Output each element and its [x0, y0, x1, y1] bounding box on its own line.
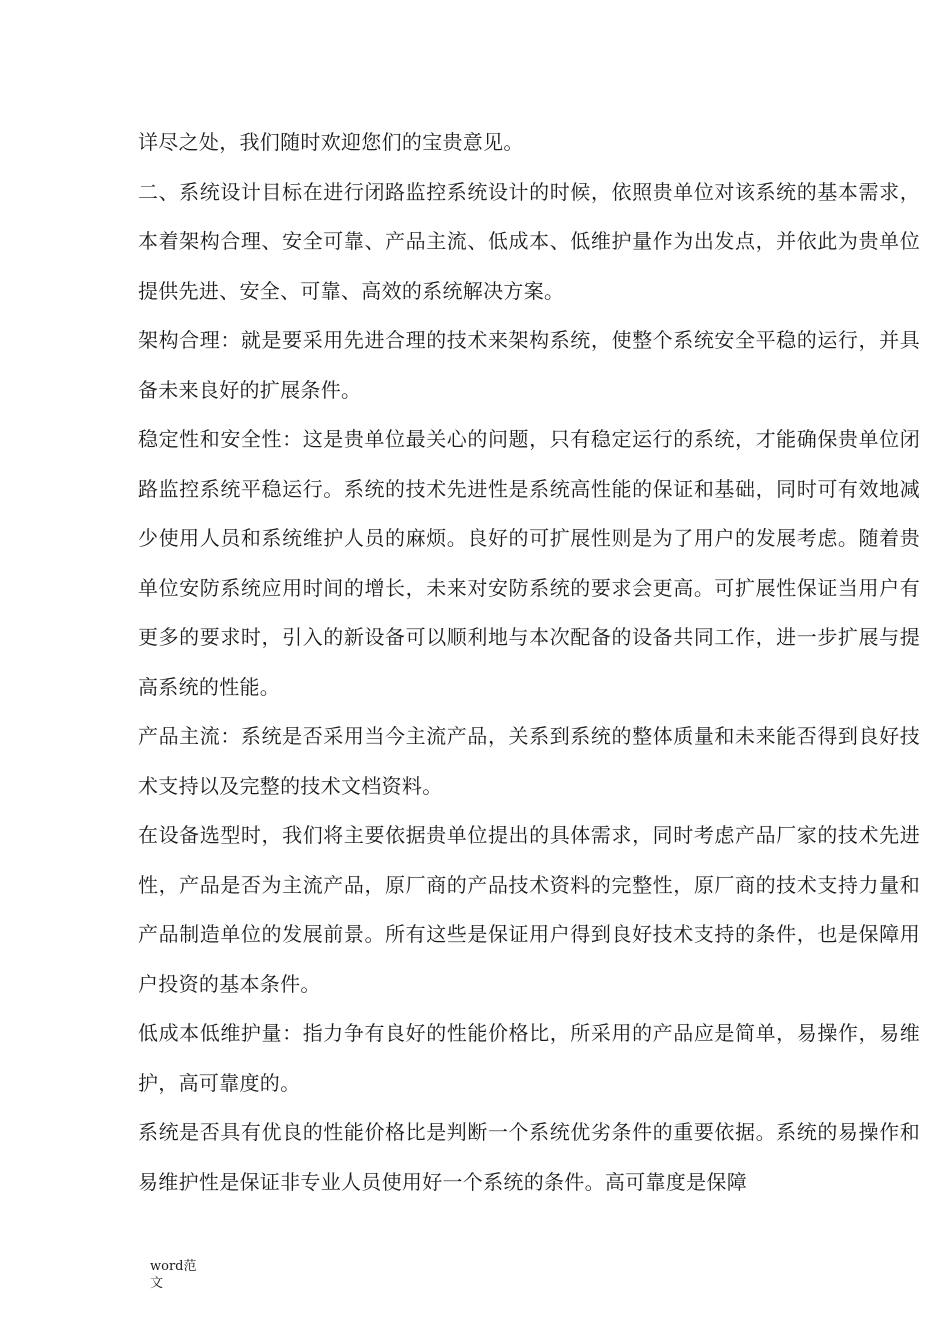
paragraph-design-goals: 二、系统设计目标在进行闭路监控系统设计的时候，依照贵单位对该系统的基本需求，本着架构合理、安全可靠、产品主流、低成本、低维护量作为出发点，并依此为贵单位提供先进、安全、可靠、高效的系统解决方案。	[138, 179, 920, 303]
document-body	[138, 118, 920, 1207]
paragraph-intro-closing: 详尽之处，我们随时欢迎您们的宝贵意见。	[138, 130, 524, 154]
paragraph-mainstream-products: 产品主流：系统是否采用当今主流产品，关系到系统的整体质量和未来能否得到良好技术支持以及完整的技术文档资料。	[138, 724, 920, 798]
paragraph-stability-security: 稳定性和安全性：这是贵单位最关心的问题，只有稳定运行的系统，才能确保贵单位闭路监控系统平稳运行。系统的技术先进性是系统高性能的保证和基础，同时可有效地减少使用人员和系统维护人员的麻烦。良好的可扩展性则是为了用户的发展考虑。随着贵单位安防系统应用时间的增长，未来对安防系统的要求会更高。可扩展性保证当用户有更多的要求时，引入的新设备可以顺利地与本次配备的设备共同工作，进一步扩展与提高系统的性能。	[138, 427, 920, 699]
paragraph-equipment-selection: 在设备选型时，我们将主要依据贵单位提出的具体需求，同时考虑产品厂家的技术先进性，产品是否为主流产品，原厂商的产品技术资料的完整性，原厂商的技术支持力量和产品制造单位的发展前景。所有这些是保证用户得到良好技术支持的条件，也是保障用户投资的基本条件。	[138, 823, 920, 996]
paragraph-architecture: 架构合理：就是要采用先进合理的技术来架构系统，使整个系统安全平稳的运行，并具备未来良好的扩展条件。	[138, 328, 920, 402]
paragraph-low-cost: 低成本低维护量：指力争有良好的性能价格比，所采用的产品应是简单，易操作，易维护，高可靠度的。	[138, 1021, 920, 1095]
paragraph-cost-performance: 系统是否具有优良的性能价格比是判断一个系统优劣条件的重要依据。系统的易操作和易维护性是保证非专业人员使用好一个系统的条件。高可靠度是保障	[138, 1120, 920, 1194]
page-footer: word范文	[150, 1259, 197, 1291]
